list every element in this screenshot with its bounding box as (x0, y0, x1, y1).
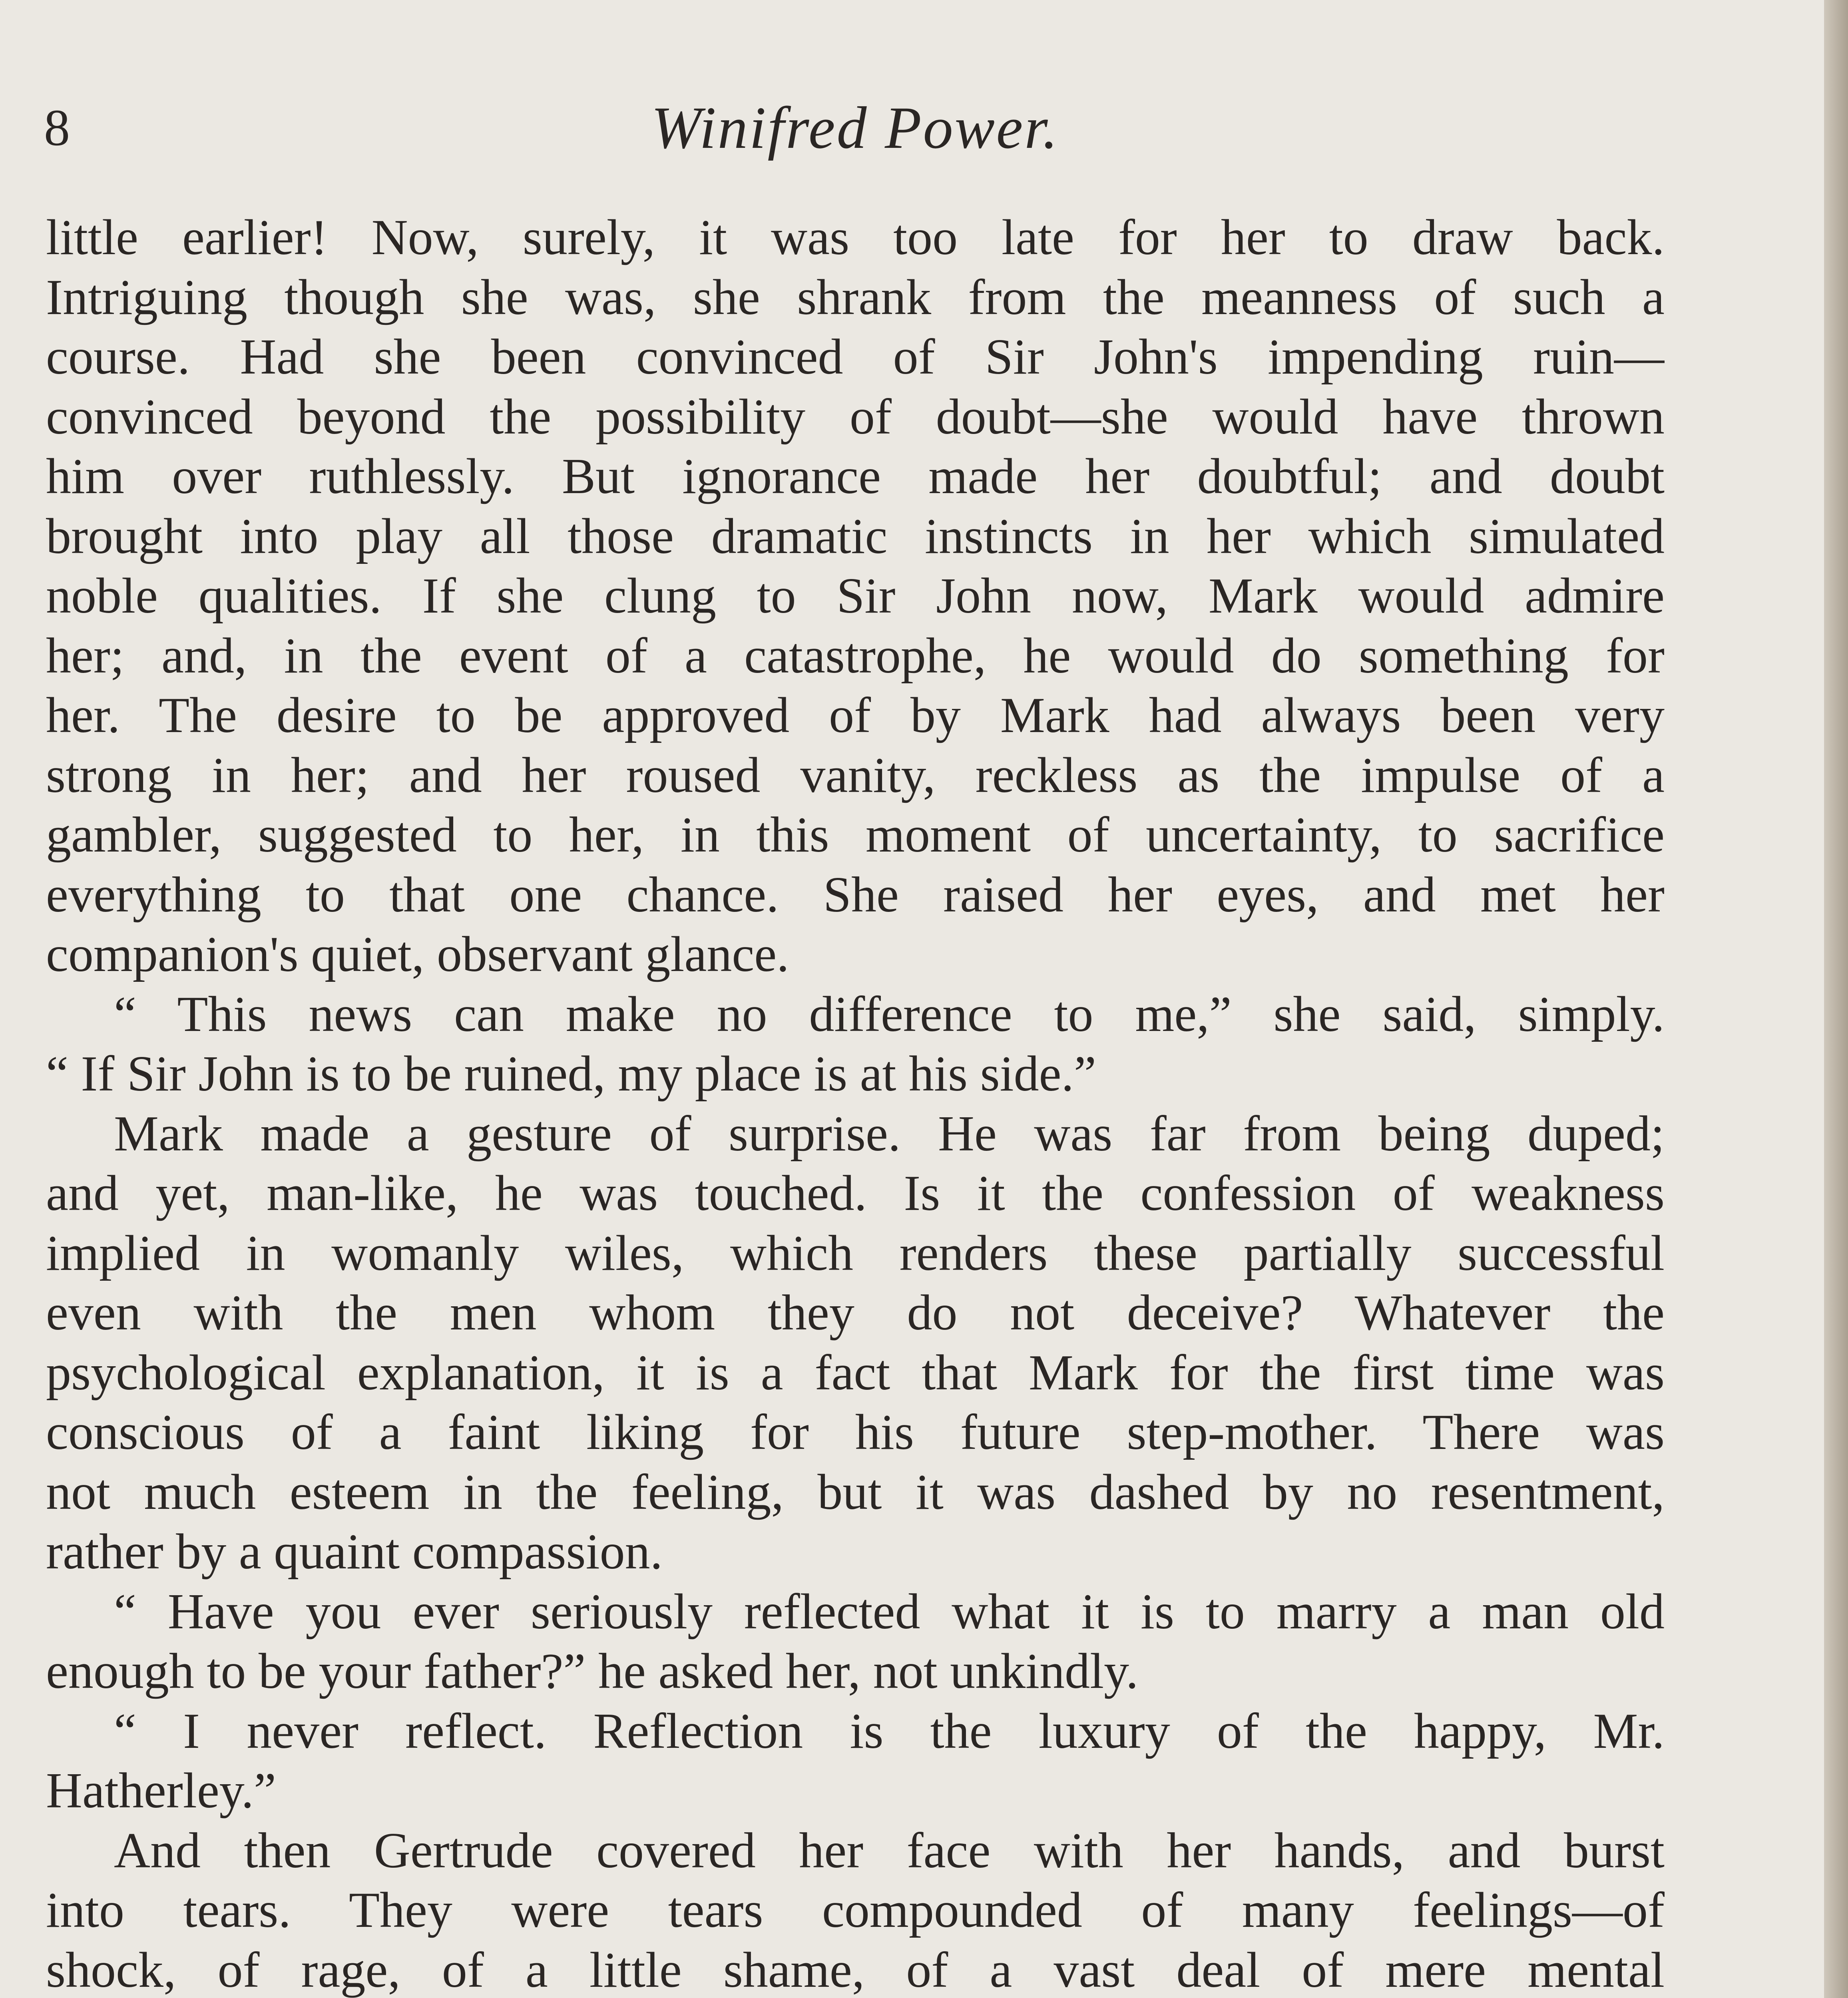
text-line (46, 1044, 1665, 1104)
text-line (46, 1283, 1665, 1343)
text-line (46, 1224, 1665, 1284)
text-line (46, 1582, 1665, 1642)
text-line-content: little earlier! Now, surely, it was too late for her to draw back. (46, 210, 1665, 265)
text-line-content: even with the men whom they do not deceive? Whatever the (46, 1285, 1665, 1341)
text-line-content: Mark made a gesture of surprise. He was far from being duped; (114, 1106, 1665, 1162)
text-line-content: implied in womanly wiles, which renders these partially successful (46, 1225, 1665, 1281)
text-line (46, 1701, 1665, 1761)
text-line-content: “ If Sir John is to be ruined, my place is at his side.” (46, 1046, 1096, 1102)
text-line (46, 1104, 1665, 1164)
text-line (46, 1642, 1665, 1701)
text-line (46, 387, 1665, 447)
page-edge (1824, 0, 1848, 1998)
text-line (46, 268, 1665, 328)
text-line (46, 626, 1665, 686)
text-line-content: “ I never reflect. Reflection is the luxury of the happy, Mr. (114, 1703, 1665, 1759)
text-line (46, 1761, 1665, 1821)
text-line-content: course. Had she been convinced of Sir John's impending ruin— (46, 329, 1665, 385)
text-line (46, 447, 1665, 507)
text-line-content: enough to be your father?” he asked her, not unkindly. (46, 1644, 1139, 1699)
text-line-content: gambler, suggested to her, in this moment of uncertainty, to sacrifice (46, 807, 1665, 863)
text-line (46, 925, 1665, 985)
text-line-content: everything to that one chance. She raised her eyes, and met her (46, 867, 1665, 923)
text-line-content: not much esteem in the feeling, but it was dashed by no resentment, (46, 1464, 1665, 1520)
text-line-content: rather by a quaint compassion. (46, 1524, 663, 1580)
text-line-content: strong in her; and her roused vanity, reckless as the impulse of a (46, 747, 1665, 803)
text-line-content: Intriguing though she was, she shrank from the meanness of such a (46, 269, 1665, 325)
text-line (46, 507, 1665, 567)
text-line-content: brought into play all those dramatic instincts in her which simulated (46, 508, 1665, 564)
text-line-content: And then Gertrude covered her face with her hands, and burst (114, 1823, 1665, 1879)
text-line (46, 746, 1665, 806)
text-line (46, 1881, 1665, 1940)
running-title: Winifred Power. (651, 95, 1059, 161)
text-line (46, 1463, 1665, 1522)
text-line-content: and yet, man-like, he was touched. Is it the confession of weakness (46, 1166, 1665, 1221)
text-line (46, 208, 1665, 268)
text-line-content: him over ruthlessly. But ignorance made her doubtful; and doubt (46, 449, 1665, 504)
text-line-content: “ This news can make no difference to me,” she said, simply. (114, 986, 1665, 1042)
text-line (46, 1403, 1665, 1463)
text-line-content: shock, of rage, of a little shame, of a vast deal of mere mental (46, 1942, 1665, 1998)
text-line (46, 566, 1665, 626)
text-line-content: into tears. They were tears compounded of many feelings—of (46, 1883, 1665, 1938)
text-line-content: her. The desire to be approved of by Mark had always been very (46, 688, 1665, 743)
text-line-content: psychological explanation, it is a fact that Mark for the first time was (46, 1345, 1665, 1401)
text-line (46, 1164, 1665, 1224)
text-line (46, 805, 1665, 865)
text-line (46, 1940, 1665, 1998)
text-line (46, 1343, 1665, 1403)
text-line (46, 865, 1665, 925)
text-line-content: Hatherley.” (46, 1763, 276, 1819)
text-line-content: conscious of a faint liking for his future step-mother. There was (46, 1405, 1665, 1460)
text-line (46, 985, 1665, 1045)
text-line (46, 327, 1665, 387)
text-line-content: her; and, in the event of a catastrophe, he would do something for (46, 628, 1665, 684)
page-header (44, 90, 1667, 170)
text-line (46, 686, 1665, 746)
page-number: 8 (44, 99, 70, 157)
text-line (46, 1522, 1665, 1582)
body-text (46, 208, 1665, 1998)
text-line-content: noble qualities. If she clung to Sir John now, Mark would admire (46, 568, 1665, 624)
text-line-content: “ Have you ever seriously reflected what it is to marry a man old (114, 1584, 1665, 1640)
text-line-content: convinced beyond the possibility of doubt—she would have thrown (46, 389, 1665, 445)
text-line (46, 1821, 1665, 1881)
text-line-content: companion's quiet, observant glance. (46, 927, 789, 982)
